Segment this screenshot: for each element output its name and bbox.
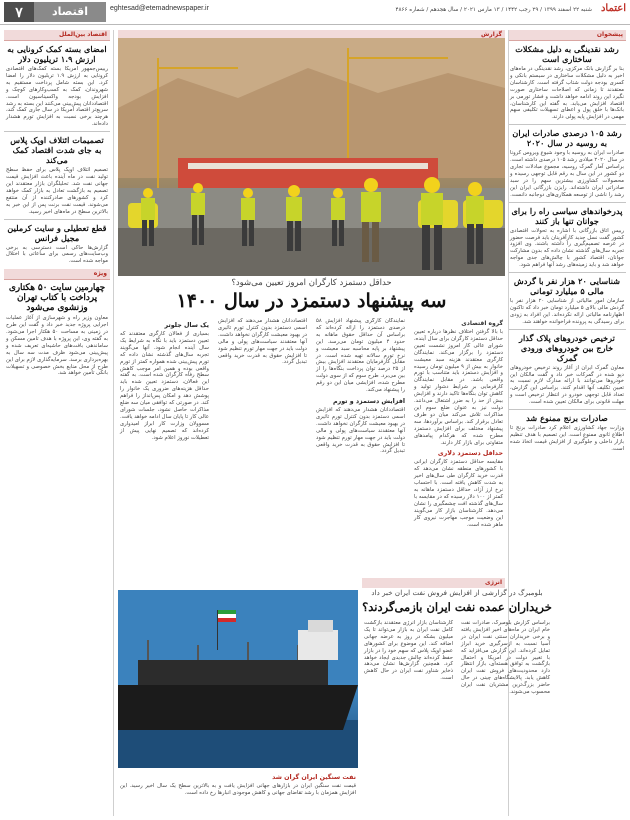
article-text: براساس گزارش بلومبرگ، صادرات نفت خام ایران در ماه‌های اخیر افزایش یافته و برخی خریداران سنتی نفت ایران در آسیا نسبت به ازسرگیری خرید ابراز تمایل کرده‌اند. این گزارش می‌افزاید که با تغییر دولت در امریکا و احتمال بازگشت به توافق هسته‌ای، بازار انتظار دارد محدودیت‌های فروش نفت ایران کاهش یابد. پالایشگاه‌های چینی در حال حاضر بزرگ‌ترین مشتریان نفت ایران محسوب می‌شوند. — [461, 620, 550, 696]
article-text: قیمت نفت سنگین ایران در بازارهای جهانی افزایش یافت و به بالاترین سطح یک سال اخیر رسید. این افزایش همزمان با رشد تقاضای جهانی و کاهش موجودی انبارها رخ داده است. — [120, 783, 356, 796]
article-liquidity — [508, 44, 626, 121]
left-column — [4, 30, 110, 816]
divider — [508, 202, 626, 203]
main-kicker: حداقل دستمزد کارگران امروز تعیین می‌شود؟ — [231, 278, 392, 288]
section-name: اقتصاد — [34, 2, 106, 22]
article-title: چهارمین سایت ۵۰ هکتاری پرداخت با کتاب تهران وزنشوی می‌شود — [8, 283, 106, 314]
article-title: رشد نقدینگی به دلیل مشکلات ساختاری است — [515, 44, 619, 64]
newspaper-logo: اعتماد — [600, 3, 626, 14]
oil-col-a — [459, 620, 552, 696]
article-russia-exports — [508, 128, 626, 198]
divider — [508, 124, 626, 125]
article-title: رشد ۱۰۵ درصدی صادرات ایران به روسیه در سال ۲۰۲۰ — [512, 128, 622, 149]
article-title: پدرخواندهای سیاسی راه را برای جوانان تنها باز کنند — [511, 205, 623, 226]
divider — [508, 272, 626, 273]
column-divider — [113, 30, 114, 816]
divider — [508, 409, 626, 410]
article-text: اقتصاددانان هشدار می‌دهند که افزایش اسمی دستمزد بدون کنترل تورم تاثیری در بهبود معیشت کارگران نخواهد داشت. آنها معتقدند سیاست‌های پولی و مالی دولت باید در جهت مهار تورم تنظیم شود تا افزایش حقوق به قدرت خرید واقعی تبدیل گردد. — [316, 406, 405, 455]
oil-headline: خریداران عمده نفت ایران بازمی‌گردند؟ — [362, 600, 552, 614]
oil-sub-article — [118, 770, 358, 816]
article-title: امضای بسته کمک کرونایی به ارزش ۱.۹ تریلیون دلار — [7, 44, 107, 64]
article-us-stimulus — [4, 44, 110, 128]
article-title: قطع تعطیلی و سایت کرملین مجیل فرانس — [7, 222, 107, 243]
article-text: گزارش‌ها حاکی است دسترسی به برخی وب‌سایت‌های رسمی برای ساعاتی با اختلال مواجه شده است. — [6, 244, 108, 265]
article-customs-cars — [508, 333, 626, 406]
subheading: حداقل دستمزد دلاری — [437, 450, 503, 458]
main-headline: سه پیشنهاد دستمزد در سال ۱۴۰۰ — [176, 290, 447, 312]
article-tax — [508, 276, 626, 326]
main-col-c — [216, 318, 309, 576]
oil-body — [362, 620, 552, 816]
article-text: صادرات ایران به روسیه با وجود شیوع ویروس کرونا در سال ۲۰۲۰ میلادی رشد ۱۰۵ درصدی داشته است. براساس آمار گمرک روسیه، مجموع مبادلات تجاری دو کشور در این سال به رقم قابل توجهی رسیده و محصولات کشاورزی بیشترین سهم را در سبد صادراتی ایران داشته‌اند. رایزن بازرگانی ایران این رشد را ناشی از توسعه همکاری‌های دوجانبه دانست. — [510, 150, 624, 198]
article-text: تصمیم ائتلاف اوپک پلاس برای حفظ سطح تولید نفت در ماه آینده باعث افزایش قیمت جهانی نفت شد. تحلیلگران بازار معتقدند این تصمیم به بازگشت تعادل به بازار کمک خواهد کرد و کشورهای صادرکننده از آن منتفع می‌شوند. قیمت نفت برنت پس از این خبر به بالاترین سطح در ماه‌های اخیر رسید. — [6, 167, 108, 215]
section-label-pishkhan: پیشخوان — [508, 30, 626, 41]
tanker-illustration — [118, 590, 358, 768]
article-title: شناسایی ۲۰ هزار نفر با گردش مالی ۵ میلیارد تومانی — [513, 276, 621, 297]
main-col-b — [314, 318, 407, 576]
article-text: رییس‌جمهور امریکا بسته کمک‌های اقتصادی کرونایی به ارزش ۱.۹ تریلیون دلار را امضا کرد. این بسته شامل پرداخت مستقیم به شهروندان، کمک به کسب‌وکارهای کوچک و افزایش بودجه واکسیناسیون است. اقتصاددانان پیش‌بینی می‌کنند این بسته به رشد سریع‌تر اقتصاد امریکا در سال جاری کمک کند، هرچند برخی نسبت به افزایش تورم هشدار داده‌اند. — [6, 66, 108, 128]
article-text: سازمان امور مالیاتی از شناسایی ۲۰ هزار نفر با گردش مالی بالای ۵ میلیارد تومان خبر داد که تاکنون اظهارنامه مالیاتی ارائه نکرده‌اند. این افراد به زودی برای رسیدگی به پرونده فراخوانده خواهند شد. — [510, 298, 625, 325]
subheading: نفت سنگین ایران گران شد — [272, 774, 356, 781]
section-label-report: گزارش — [118, 30, 505, 40]
article-text: مقایسه حداقل دستمزد کارگران ایرانی با کشورهای منطقه نشان می‌دهد که قدرت خرید کارگران طی سال‌های اخیر به شدت کاهش یافته است. با احتساب نرخ ارز آزاد، حداقل دستمزد ماهانه به کمتر از ۱۰۰ دلار رسیده که در مقایسه با سال‌های گذشته افت چشمگیری را نشان می‌دهد. کارشناسان بازار کار می‌گویند این وضعیت موجب مهاجرت نیروی کار ماهر شده است. — [414, 459, 503, 528]
subheading: یک سال جلوتر — [164, 322, 209, 329]
article-text: وزارت جهاد کشاورزی اعلام کرد صادرات برنج تا اطلاع ثانوی ممنوع است. این تصمیم با هدف تنظیم بازار داخلی و جلوگیری از افزایش قیمت اتخاذ شده است. — [510, 425, 624, 452]
article-political — [508, 206, 626, 269]
article-title: صادرات برنج ممنوع شد — [526, 413, 608, 424]
dateline: شنبه ۲۲ اسفند ۱۳۹۹ / ۲۹ رجب ۱۴۴۲ / ۱۳ مارس ۲۰۲۱ / سال هجدهم / شماره ۴۸۶۶ — [395, 7, 592, 13]
main-col-d — [118, 318, 211, 576]
section-email[interactable]: eghtesad@etemadnewspaper.ir — [110, 5, 209, 12]
divider — [4, 131, 110, 132]
article-text: نمایندگان کارگری پیشنهاد افزایش ۵۸ درصدی دستمزد را ارائه کرده‌اند که براساس آن حداقل حقوق ماهانه به حدود ۴ میلیون تومان می‌رسد. این پیشنهاد بر پایه محاسبه سبد معیشت و نرخ تورم سالانه تهیه شده است. در مقابل کارفرمایان معتقدند افزایش بیش از ۲۵ درصد توان پرداخت بنگاه‌ها را از بین می‌برد. طرح سوم که از سوی دولت مطرح شده، افزایشی میان این دو رقم را پیشنهاد می‌کند. — [316, 318, 405, 394]
article-opec — [4, 135, 110, 215]
page-number: ۷ — [4, 2, 34, 22]
workers-photo — [118, 38, 505, 276]
section-label-special: ویژه — [4, 269, 110, 280]
page-header — [0, 0, 630, 25]
subheading: افزایش دستمزد و تورم — [332, 397, 405, 405]
workers-illustration — [118, 38, 505, 276]
article-text: بسیاری از فعالان کارگری معتقدند که تعیین دستمزد باید با نگاه به شرایط یک سال آینده انجام شود. آنها می‌گویند تجربه سال‌های گذشته نشان داده که تورم پیش‌بینی شده همواره کمتر از تورم واقعی بوده و همین امر موجب کاهش سطح رفاه کارگران شده است. به گفته این فعالان، دستمزد تعیین شده باید حداقل هزینه‌های ضروری یک خانوار را پوشش دهد و امکان پس‌انداز را فراهم کند. در صورتی که توافقی میان سه ضلع مذاکرات حاصل نشود، جلسات شورای عالی کار تا پایان سال ادامه خواهد یافت. مسوولان وزارت کار ابراز امیدواری کرده‌اند که تصمیم نهایی پیش از تعطیلات نوروز اعلام شود. — [120, 331, 209, 441]
article-text: رییس اتاق بازرگانی با اشاره به تحولات اقتصادی کشور گفت نسل جدید کارآفرینان باید فرصت حضور در عرصه تصمیم‌گیری را داشته باشند. وی افزود تجربه سال‌های گذشته نشان داده که بدون مشارکت جوانان، اقتصاد کشور با چالش‌های جدی مواجه خواهد شد و باید زمینه‌های رشد آنها فراهم شود. — [510, 227, 624, 269]
oil-section-label — [362, 578, 505, 588]
oil-kicker: بلومبرگ در گزارشی از افزایش فروش نفت ایران خبر داد — [371, 588, 543, 597]
article-title: ترخیص خودروهای پلاک گذار خارج بین خودروهای ورودی گمرک — [519, 332, 615, 363]
article-websites — [4, 223, 110, 266]
article-text: بنا بر گزارش بانک مرکزی، رشد نقدینگی در ماه‌های اخیر به دلیل مشکلات ساختاری در سیستم بانکی و کسری بودجه دولت شتاب گرفته است. کارشناسان معتقدند تا زمانی که اصلاحات ساختاری صورت نگیرد این روند ادامه خواهد داشت و فشار تورمی بر اقتصاد افزایش می‌یابد. به گفته این کارشناسان، بانک‌ها با خلق پول و اعطای تسهیلات تکلیفی سهم مهمی در افزایش پایه پولی دارند. — [510, 66, 624, 121]
article-rice-ban — [508, 413, 626, 453]
section-label-international: اقتصاد بین‌الملل — [4, 30, 110, 41]
tanker-photo — [118, 590, 358, 768]
article-text: کارشناسان بازار انرژی معتقدند بازگشت کامل نفت ایران به بازار می‌تواند تا یک میلیون بشکه در روز به عرضه جهانی اضافه کند. این موضوع برای کشورهای عضو اوپک پلاس که سهم خود را در بازار حفظ کرده‌اند چالش جدیدی ایجاد خواهد کرد. همچنین گزارش‌ها نشان می‌دهد ذخایر شناور نفت ایران در حال کاهش است. — [364, 620, 453, 682]
section-label-energy: انرژی — [362, 578, 505, 588]
article-title: تصمیمات ائتلاف اوپک پلاس به جای شدت اقتصاد کمک می‌کند — [10, 135, 104, 166]
article-text: با بالا گرفتن اختلاف نظرها درباره تعیین حداقل دستمزد کارگران برای سال آینده، شورای عالی کار امروز نشست تعیین دستمزد را برگزار می‌کند. نمایندگان کارگری معتقدند هزینه سبد معیشت خانوار به بیش از ۹ میلیون تومان رسیده و افزایش دستمزد باید متناسب با تورم واقعی باشد. در مقابل نمایندگان کارفرمایی بر شرایط دشوار تولید و کاهش توان بنگاه‌ها تاکید دارند و افزایش بیش از حد را به ضرر اشتغال می‌دانند. دولت نیز به عنوان ضلع سوم این مذاکرات تلاش می‌کند میان دو طرف تعادل برقرار کند. براساس برآوردها، سه پیشنهاد مختلف برای افزایش دستمزد مطرح شده که هرکدام پیامدهای متفاوتی برای بازار کار دارند. — [414, 329, 503, 446]
article-text: معاون گمرک ایران از آغاز روند ترخیص خودروهای دپو شده در گمرکات خبر داد و گفت مالکان این خودروها می‌توانند با ارائه مدارک لازم نسبت به تعیین تکلیف آنها اقدام کنند. براساس این گزارش، تعداد قابل توجهی خودرو در انتظار ترخیص است و مهلت قانونی برای مالکان تعیین شده است. — [510, 364, 624, 406]
article-housing — [4, 283, 110, 377]
main-col-a — [412, 318, 505, 576]
oil-col-b — [362, 620, 455, 682]
divider — [4, 219, 110, 220]
author: گروه اقتصادی — [461, 320, 503, 327]
divider — [508, 329, 626, 330]
article-text: اقتصاددانان هشدار می‌دهند که افزایش اسمی دستمزد بدون کنترل تورم تاثیری در بهبود معیشت کارگران نخواهد داشت. آنها معتقدند سیاست‌های پولی و مالی دولت باید در جهت مهار تورم تنظیم شود تا افزایش حقوق به قدرت خرید واقعی تبدیل گردد. — [218, 318, 307, 366]
article-text: معاون وزیر راه و شهرسازی از آغاز عملیات اجرایی پروژه جدید خبر داد و گفت این طرح در زمینی به مساحت ۵۰ هکتار اجرا می‌شود. به گفته وی، این پروژه با هدف تامین مسکن و ساماندهی بافت‌های حاشیه‌ای تعریف شده و پیش‌بینی می‌شود ظرف مدت سه سال به بهره‌برداری برسد. سرمایه‌گذاری لازم برای این طرح از محل منابع بخش خصوصی و تسهیلات بانکی تامین خواهد شد. — [6, 315, 108, 377]
